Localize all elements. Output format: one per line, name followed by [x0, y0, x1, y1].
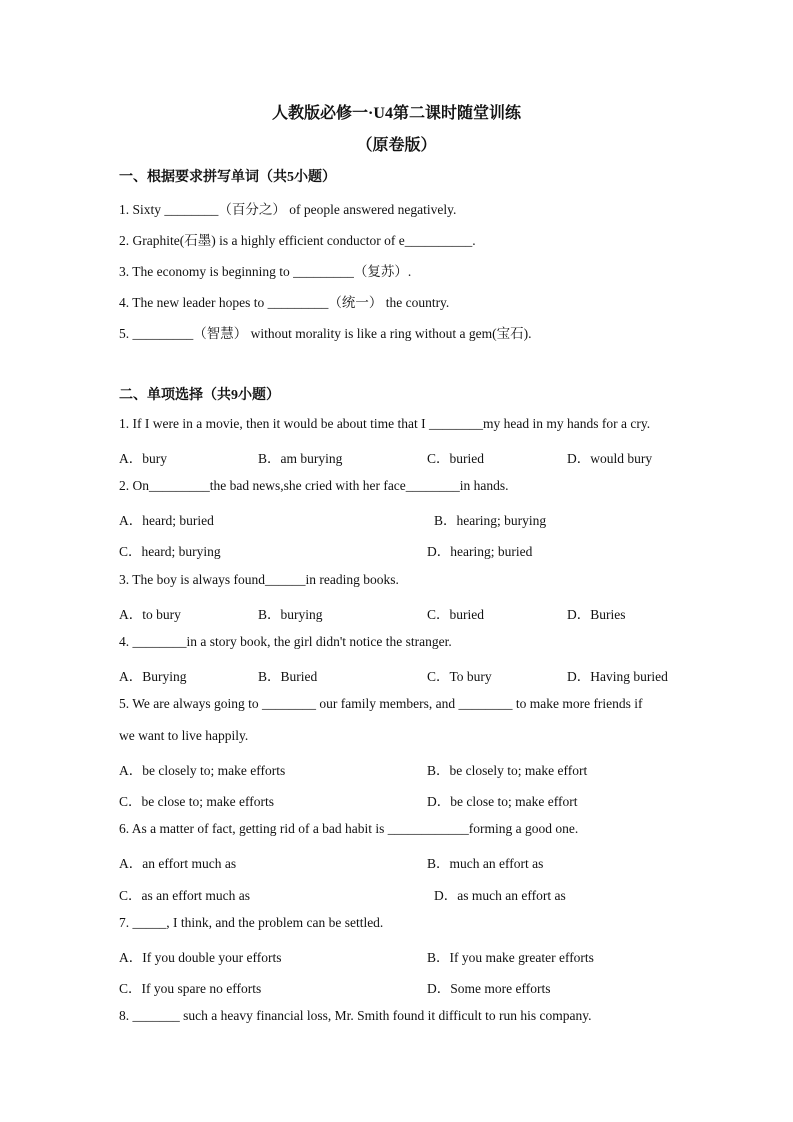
q7-option-a: A．If you double your efforts [119, 950, 282, 965]
q5-option-c: C．be close to; make efforts [119, 794, 274, 809]
q1-option-d: D．would bury [567, 451, 653, 466]
q1-option-c: C．buried [427, 451, 484, 466]
q6-option-c: C．as an effort much as [119, 888, 250, 903]
spelling-item-2: 2. Graphite(石墨) is a highly efficient conductor of e__________. [119, 233, 476, 248]
question-6-stem: 6. As a matter of fact, getting rid of a bad habit is ____________forming a good one. [119, 821, 579, 836]
q4-option-a: A．Burying [119, 669, 187, 684]
spelling-item-1: 1. Sixty ________（百分之） of people answered negatively. [119, 202, 457, 217]
question-4-stem: 4. ________in a story book, the girl didn't notice the stranger. [119, 634, 452, 649]
spelling-item-5: 5. _________（智慧） without morality is like a ring without a gem(宝石). [119, 326, 532, 341]
q3-option-b: B．burying [258, 607, 323, 622]
section1-heading: 一、根据要求拼写单词（共5小题） [119, 170, 336, 185]
question-7-stem: 7. _____, I think, and the problem can be settled. [119, 915, 384, 930]
q2-option-c: C．heard; burying [119, 544, 221, 559]
section2-heading: 二、单项选择（共9小题） [119, 388, 280, 403]
spelling-item-3: 3. The economy is beginning to _________（复苏）. [119, 264, 412, 279]
q7-option-b: B．If you make greater efforts [427, 950, 594, 965]
spelling-item-4: 4. The new leader hopes to _________（统一） the country. [119, 295, 450, 310]
q1-option-a: A．bury [119, 451, 167, 466]
question-5-stem-cont: we want to live happily. [119, 728, 249, 743]
q2-option-a: A．heard; buried [119, 513, 214, 528]
q3-option-d: D．Buries [567, 607, 626, 622]
q3-option-c: C．buried [427, 607, 484, 622]
q6-option-d: D．as much an effort as [434, 888, 566, 903]
question-3-stem: 3. The boy is always found______in reading books. [119, 572, 399, 587]
q4-option-d: D．Having buried [567, 669, 668, 684]
q6-option-b: B．much an effort as [427, 856, 544, 871]
question-5-stem: 5. We are always going to ________ our family members, and ________ to make more friends if [119, 696, 643, 711]
q2-option-b: B．hearing; burying [434, 513, 547, 528]
q7-option-d: D．Some more efforts [427, 981, 551, 996]
q7-option-c: C．If you spare no efforts [119, 981, 262, 996]
q1-option-b: B．am burying [258, 451, 343, 466]
q5-option-b: B．be closely to; make effort [427, 763, 588, 778]
q5-option-d: D．be close to; make effort [427, 794, 578, 809]
question-2-stem: 2. On_________the bad news,she cried with her face________in hands. [119, 478, 509, 493]
q4-option-c: C．To bury [427, 669, 492, 684]
q2-option-d: D．hearing; buried [427, 544, 533, 559]
q3-option-a: A．to bury [119, 607, 181, 622]
q6-option-a: A．an effort much as [119, 856, 237, 871]
q5-option-a: A．be closely to; make efforts [119, 763, 286, 778]
question-8-stem: 8. _______ such a heavy financial loss, Mr. Smith found it difficult to run his company. [119, 1008, 592, 1023]
q4-option-b: B．Buried [258, 669, 318, 684]
question-1-stem: 1. If I were in a movie, then it would be about time that I ________my head in my hands for a cry. [119, 416, 651, 431]
page-subtitle: （原卷版） [356, 137, 437, 154]
page-title: 人教版必修一·U4第二课时随堂训练 [272, 105, 521, 122]
